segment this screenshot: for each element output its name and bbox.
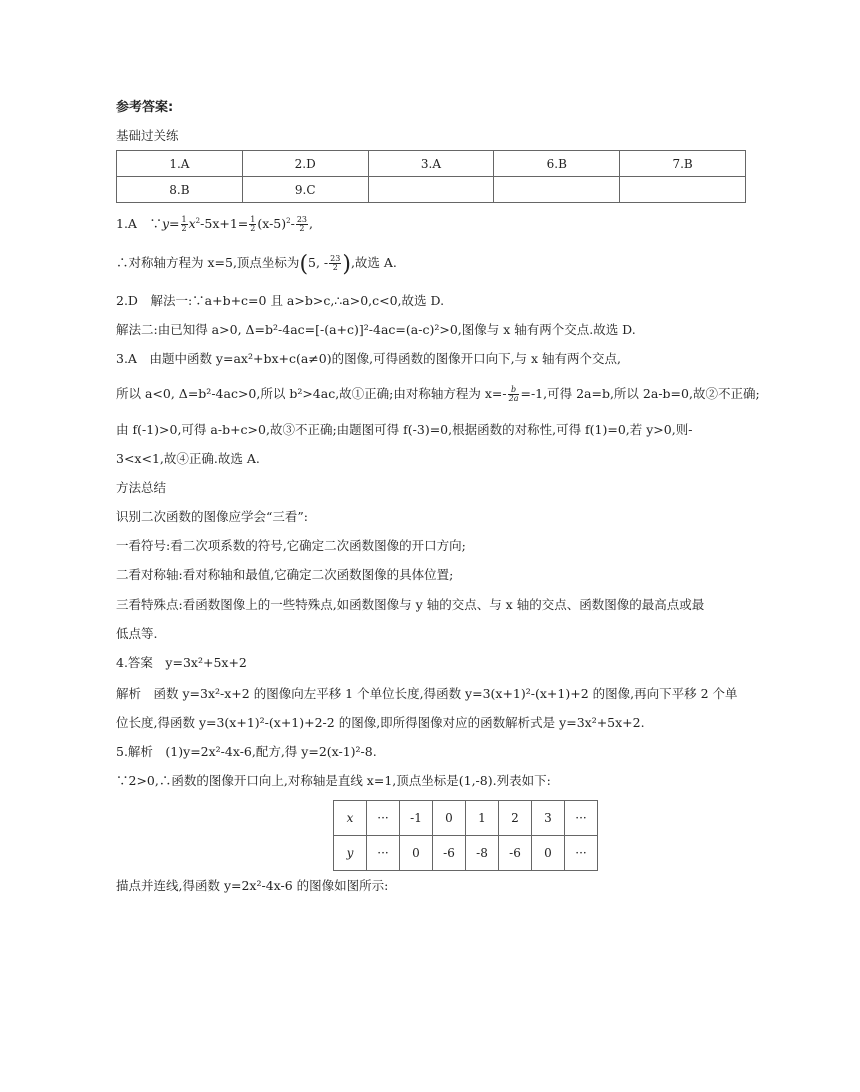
table-cell: 0 [433,801,466,836]
q1-eq-part: y= [161,216,180,231]
table-cell: 3 [532,801,565,836]
table-cell: x [334,801,367,836]
q1-prefix: 1.A ∵ [116,216,162,231]
table-cell: 1 [466,801,499,836]
table-cell: ··· [367,801,400,836]
q1-fraction: $\frac{23}{2}$ [330,254,341,272]
q5-line-1: 5.解析 (1)y=2x²-4x-6,配方,得 y=2(x-1)²-8. [116,744,377,759]
table-cell: 3.A [368,151,494,177]
table-cell [620,177,746,203]
method-line-2: 一看符号:看二次项系数的符号,它确定二次函数图像的开口方向; [116,538,466,553]
table-cell: 2.D [242,151,368,177]
table-cell: y [334,836,367,871]
answer-table [116,150,746,203]
table-row [117,177,746,203]
table-row [117,151,746,177]
table-cell [368,177,494,203]
q3-line-4: 3<x<1,故④正确.故选 A. [116,451,260,466]
table-cell: -6 [499,836,532,871]
q2-line-2: 解法二:由已知得 a>0, Δ=b²-4ac=[-(a+c)]²-4ac=(a-c)²>0,图像与 x 轴有两个交点.故选 D. [116,322,636,337]
table-row [334,836,598,871]
q1-line-2: ∴对称轴方程为 x=5,顶点坐标为(5, - $\frac{23}{2}$ ),故选 A. [116,252,397,277]
q4-line-3: 位长度,得函数 y=3(x+1)²-(x+1)+2-2 的图像,即所得图像对应的函数解析式是 y=3x²+5x+2. [116,715,645,730]
left-paren: ( [299,252,309,277]
table-cell: -1 [400,801,433,836]
section-basic-title: 基础过关练 [116,128,179,143]
q1-fraction: $\frac{1}{2}$ [181,215,187,233]
table-cell: -8 [466,836,499,871]
method-line-1: 识别二次函数的图像应学会“三看”: [116,509,308,524]
q1-fraction: $\frac{1}{2}$ [250,215,256,233]
table-cell: 6.B [494,151,620,177]
q3-line-1: 3.A 由题中函数 y=ax²+bx+c(a≠0)的图像,可得函数的图像开口向下,与 x 轴有两个交点, [116,351,622,366]
table-cell: ··· [367,836,400,871]
table-cell: 7.B [620,151,746,177]
table-cell: 9.C [242,177,368,203]
value-table [333,800,598,871]
method-line-4: 三看特殊点:看函数图像上的一些特殊点,如函数图像与 y 轴的交点、与 x 轴的交点、函数图像的最高点或最 [116,597,705,612]
method-line-5: 低点等. [116,626,158,641]
heading: 参考答案: [116,100,174,115]
q1-line-1: 1.A ∵y= $\frac{1}{2}$ $x^2-5x+1=$ $\frac{1}{2}$ $(x-5)^2-$ $\frac{23}{2}$ , [116,215,314,233]
q3-line-3: 由 f(-1)>0,可得 a-b+c>0,故③不正确;由题图可得 f(-3)=0,根据函数的对称性,可得 f(1)=0,若 y>0,则- [116,422,693,437]
q4-line-2: 解析 函数 y=3x²-x+2 的图像向左平移 1 个单位长度,得函数 y=3(x+1)²-(x+1)+2 的图像,再向下平移 2 个单 [116,686,738,701]
q5-line-2: ∵2>0,∴函数的图像开口向上,对称轴是直线 x=1,顶点坐标是(1,-8).列表如下: [116,773,551,788]
q5-line-3: 描点并连线,得函数 y=2x²-4x-6 的图像如图所示: [116,878,389,893]
q2-line-1: 2.D 解法一:∵a+b+c=0 且 a>b>c,∴a>0,c<0,故选 D. [116,293,445,308]
table-cell: 2 [499,801,532,836]
table-cell: 1.A [117,151,243,177]
q3-fraction: $\frac{b}{2a}$ [508,385,519,403]
method-line-3: 二看对称轴:看对称轴和最值,它确定二次函数图像的具体位置; [116,567,454,582]
table-cell: ··· [565,801,598,836]
table-cell [494,177,620,203]
table-cell: 8.B [117,177,243,203]
q1-fraction: $\frac{23}{2}$ [296,215,308,233]
right-paren: ) [342,252,351,277]
q4-line-1: 4.答案 y=3x²+5x+2 [116,655,247,670]
table-row [334,801,598,836]
table-cell: 0 [532,836,565,871]
table-cell: -6 [433,836,466,871]
q3-line-2: 所以 a<0, Δ=b²-4ac>0,所以 b²>4ac,故①正确;由对称轴方程为 x=- $\frac{b}{2a}$ =-1,可得 2a=b,所以 2a-b=0,故②不正确; [116,385,760,403]
table-cell: ··· [565,836,598,871]
table-cell: 0 [400,836,433,871]
method-title: 方法总结 [116,480,167,495]
